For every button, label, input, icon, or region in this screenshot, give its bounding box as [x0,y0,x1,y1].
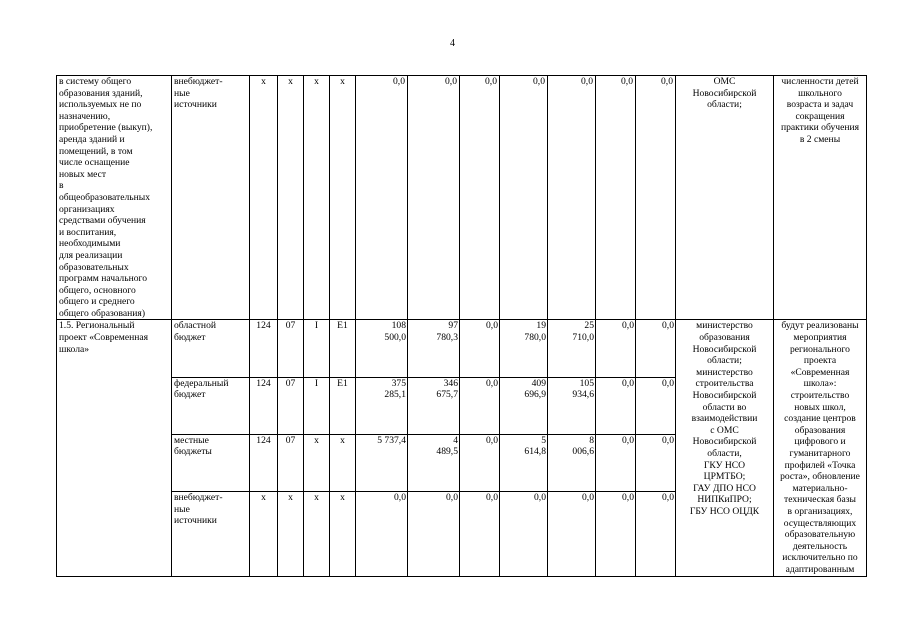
value-cell: 0,0 [596,76,636,320]
value-cell [548,320,596,377]
text-line: школа»: [803,378,837,390]
text-line: числе оснащение [59,157,130,169]
value-cell [548,377,596,434]
text-line: практики обучения [780,122,860,134]
text-line: исключительно по [782,552,858,564]
text-line: министерство [696,366,753,378]
value-cell [460,434,500,491]
value-cell [408,491,460,576]
text-line: проекта [803,355,837,367]
text-line: источники [174,515,217,527]
table-row [57,76,867,320]
text-line: используемых не по [59,99,142,111]
value-cell [636,320,676,377]
text-line: 4 [453,434,458,446]
text-line: школа» [59,343,90,355]
text-line: ЦРМТБО; [703,471,746,483]
value-cell [356,491,408,576]
text-line: «Современная [790,366,850,378]
text-line: местные [174,434,209,446]
code-cell: x [330,491,356,576]
text-line: 934,6 [572,389,594,401]
code-cell: I [304,377,330,434]
code-cell: 124 [250,434,278,491]
text-line: общего образования) [59,307,146,319]
text-line: бюджеты [174,446,212,458]
text-line: 0,0 [622,320,634,332]
code-cell: x [278,491,304,576]
text-line: 0,0 [622,434,634,446]
text-line: средствами обучения [59,215,146,227]
page-number: 4 [450,38,455,49]
text-line: Новосибирской [692,87,757,99]
text-line: 500,0 [384,332,406,344]
value-cell [548,434,596,491]
text-line: 5 737,4 [377,434,406,446]
text-line: НИПКиПРО; [697,494,752,506]
text-line: строительство [790,390,850,402]
text-line: 5 [541,434,546,446]
text-line: области во [702,401,747,413]
text-line: 19 [536,320,546,332]
code-cell: I [304,320,330,377]
funding-source-cell [172,377,250,434]
value-cell [500,491,548,576]
funding-source-cell [172,320,250,377]
value-cell [460,320,500,377]
value-cell [408,320,460,377]
value-cell [500,434,548,491]
text-line: образования зданий, [59,87,143,99]
text-line: 0,0 [662,491,674,503]
text-line: 0,0 [486,491,498,503]
text-line: в [59,180,64,192]
text-line: деятельность [792,540,848,552]
text-line: 710,0 [572,332,594,344]
text-line: с ОМС [710,424,739,436]
text-line: 0,0 [486,434,498,446]
value-cell [596,320,636,377]
text-line: 108 [391,320,406,332]
text-line: образовательную [784,529,856,541]
table-row [57,320,867,377]
executor-cell [676,76,774,320]
value-cell [356,377,408,434]
text-line: численности детей [781,76,859,87]
value-cell [500,377,548,434]
result-cell [774,320,867,576]
result-cell [774,76,867,320]
text-line: 696,9 [524,389,546,401]
text-line: назначению, [59,110,111,122]
text-line: приобретение (выкуп), [59,122,153,134]
value-cell [356,434,408,491]
text-line: 1.5. Региональный [59,320,135,332]
text-line: ные [174,503,190,515]
budget-table [56,75,867,577]
text-line: 0,0 [662,434,674,446]
value-cell [636,377,676,434]
text-line: новых школ, [794,401,846,413]
text-line: 409 [531,377,546,389]
text-line: и воспитания, [59,226,117,238]
text-line: строительства [695,378,754,390]
text-line: Новосибирской [692,436,757,448]
text-line: ГАУ ДПО НСО [693,482,756,494]
text-line: 0,0 [446,491,458,503]
text-line: аренда зданий и [59,133,125,145]
code-cell: x [330,76,356,320]
text-line: 25 [584,320,594,332]
text-line: необходимыми [59,238,121,250]
text-line: 0,0 [486,320,498,332]
code-cell: x [330,434,356,491]
text-line: техническая базы [784,494,856,506]
text-line: роста», обновление [780,471,860,483]
code-cell: 07 [278,377,304,434]
code-cell: E1 [330,377,356,434]
text-line: 675,7 [436,389,458,401]
value-cell: 0,0 [356,76,408,320]
text-line: будут реализованы [781,320,859,332]
text-line: регионального [790,343,850,355]
value-cell: 0,0 [408,76,460,320]
text-line: Новосибирской [692,390,757,402]
text-line: осуществляющих [783,517,857,529]
code-cell: x [304,491,330,576]
text-line: для реализации [59,249,123,261]
text-line: 375 [391,377,406,389]
text-line: областной [174,320,217,332]
measure-name-cell [57,76,172,320]
text-line: общего, основного [59,284,136,296]
code-cell: E1 [330,320,356,377]
funding-source-cell [172,76,250,320]
text-line: 614,8 [524,446,546,458]
text-line: материально- [792,482,848,494]
code-cell: x [278,76,304,320]
text-line: сокращения [795,110,845,122]
text-line: 0,0 [622,377,634,389]
text-line: ОМС [713,76,736,87]
text-line: источники [174,99,217,111]
text-line: в 2 смены [799,133,841,145]
text-line: создание центров [784,413,856,425]
text-line: проект «Современная [59,332,149,344]
value-cell [596,377,636,434]
value-cell [408,377,460,434]
text-line: 0,0 [622,491,634,503]
value-cell: 0,0 [636,76,676,320]
text-line: мероприятия [793,332,847,344]
value-cell [636,434,676,491]
text-line: министерство [696,320,753,332]
funding-source-cell [172,434,250,491]
text-line: 780,3 [436,332,458,344]
code-cell: 07 [278,320,304,377]
text-line: 0,0 [534,491,546,503]
code-cell: 124 [250,377,278,434]
text-line: 489,5 [436,446,458,458]
text-line: организациях [59,203,115,215]
text-line: 0,0 [394,491,406,503]
text-line: образования [794,424,846,436]
text-line: цифрового и [794,436,846,448]
text-line: внебюджет- [174,491,223,503]
measure-name-cell [57,320,172,576]
text-line: 0,0 [582,491,594,503]
code-cell: x [250,491,278,576]
value-cell: 0,0 [460,76,500,320]
text-line: взаимодействии [691,413,758,425]
code-cell: x [304,76,330,320]
value-cell [596,434,636,491]
text-line: ГКУ НСО [703,459,746,471]
text-line: программ начального [59,273,148,285]
text-line: в систему общего [59,76,132,87]
text-line: области, [707,448,742,459]
text-line: 8 [589,434,594,446]
text-line: области; [707,355,742,367]
text-line: в организациях, [787,505,853,517]
value-cell [500,320,548,377]
text-line: 346 [443,377,458,389]
text-line: 0,0 [486,377,498,389]
text-line: школьного [798,87,842,99]
text-line: общего и среднего [59,296,135,308]
code-cell: 07 [278,434,304,491]
code-cell: x [304,434,330,491]
text-line: возраста и задач [786,99,854,111]
text-line: ГБУ НСО ОЦДК [689,505,760,517]
text-line: области; [707,99,742,111]
text-line: ные [174,87,190,99]
text-line: внебюджет- [174,76,223,87]
text-line: бюджет [174,389,206,401]
value-cell [636,491,676,576]
code-cell: x [250,76,278,320]
text-line: 105 [579,377,594,389]
text-line: новых мест [59,168,107,180]
value-cell [356,320,408,377]
text-line: 0,0 [662,377,674,389]
value-cell: 0,0 [500,76,548,320]
text-line: образования [699,332,750,344]
value-cell [460,491,500,576]
funding-source-cell [172,491,250,576]
text-line: 97 [448,320,458,332]
value-cell [408,434,460,491]
text-line: гуманитарного [789,448,851,459]
text-line: общеобразовательных [59,191,150,203]
text-line: 285,1 [384,389,406,401]
text-line: 006,6 [572,446,594,458]
text-line: 780,0 [524,332,546,344]
text-line: адаптированным [785,563,855,575]
value-cell [596,491,636,576]
code-cell: 124 [250,320,278,377]
text-line: образовательных [59,261,129,273]
executor-cell [676,320,774,576]
value-cell: 0,0 [548,76,596,320]
text-line: профилей «Точка [784,459,856,471]
text-line: помещений, в том [59,145,133,157]
value-cell [548,491,596,576]
value-cell [460,377,500,434]
text-line: 0,0 [662,320,674,332]
text-line: Новосибирской [692,343,757,355]
text-line: бюджет [174,332,206,344]
text-line: федеральный [174,377,229,389]
